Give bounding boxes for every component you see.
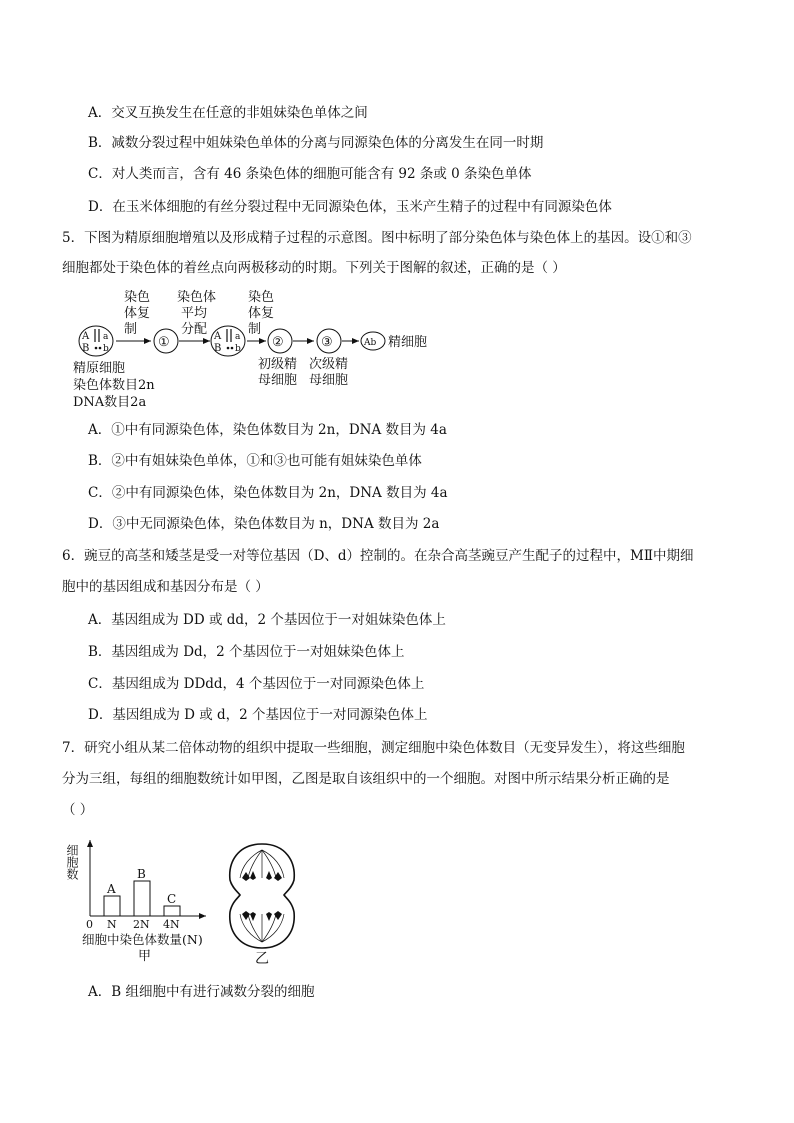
- q6-option-d: D．基因组成为 D 或 d，2 个基因位于一对同源染色体上: [88, 707, 428, 723]
- cell-count-bar-chart: [60, 832, 220, 967]
- q6-option-c: C．基因组成为 DDdd，4 个基因位于一对同源染色体上: [88, 676, 425, 692]
- spermatogonium-label-2: 染色体数目2n: [73, 378, 155, 393]
- primary-label-1: 初级精: [258, 357, 298, 372]
- step1-label-3: 制: [124, 322, 138, 337]
- step2-label-3: 分配: [181, 322, 208, 337]
- svg-text:Ab: Ab: [364, 338, 377, 348]
- spermatogonium-label-1: 精原细胞: [73, 361, 126, 376]
- sperm-label: 精细胞: [388, 335, 428, 350]
- step1-label-1: 染色: [124, 290, 151, 305]
- q4-option-b: B．减数分裂过程中姐妹染色单体的分离与同源染色体的分离发生在同一时期: [88, 135, 544, 151]
- q6-stem-line2: 胞中的基因组成和基因分布是（ ）: [62, 579, 269, 595]
- gene-b-lower: b: [103, 344, 109, 354]
- gene-a-upper: A: [82, 331, 90, 342]
- figure2-caption: 乙: [255, 951, 269, 967]
- q5-stem-line2: 细胞都处于染色体的着丝点向两极移动的时期。下列关于图解的叙述，正确的是（ ）: [62, 260, 566, 276]
- q6-option-b: B．基因组成为 Dd，2 个基因位于一对姐妹染色体上: [88, 644, 405, 660]
- chart-caption: 甲: [138, 949, 152, 964]
- x-tick-4N: 4N: [163, 918, 180, 931]
- spermatogenesis-diagram: [0, 285, 794, 415]
- q7-stem-line2: 分为三组，每组的细胞数统计如甲图，乙图是取自该组织中的一个细胞。对图中所示结果分析正确的是: [62, 771, 670, 787]
- svg-text:①: ①: [158, 335, 170, 350]
- step3-label-1: 染色: [248, 290, 275, 305]
- step2-label-1: 染色体: [177, 290, 217, 305]
- svg-text:A: A: [214, 331, 222, 342]
- q4-option-d: D．在玉米体细胞的有丝分裂过程中无同源染色体，玉米产生精子的过程中有同源染色体: [88, 199, 612, 215]
- dividing-cell-figure: [222, 840, 302, 965]
- q5-option-d: D．③中无同源染色体，染色体数目为 n，DNA 数目为 2a: [88, 516, 440, 532]
- bar-A: [104, 896, 120, 916]
- primary-label-2: 母细胞: [258, 373, 298, 388]
- step1-label-2: 体复: [124, 306, 151, 321]
- bar-label-B: B: [137, 867, 146, 881]
- secondary-label-1: 次级精: [309, 357, 349, 372]
- bar-B: [134, 881, 150, 916]
- svg-text:b: b: [235, 344, 241, 354]
- q7-stem-line3: （ ）: [62, 802, 94, 818]
- x-tick-N: N: [107, 918, 117, 931]
- q4-option-c: C．对人类而言，含有 46 条染色体的细胞可能含有 92 条或 0 条染色单体: [88, 166, 532, 182]
- bar-C: [164, 906, 180, 916]
- svg-text:③: ③: [321, 335, 333, 350]
- q5-option-a: A．①中有同源染色体，染色体数目为 2n，DNA 数目为 4a: [88, 422, 447, 438]
- gene-a-lower: a: [103, 332, 109, 342]
- x-axis-label: 细胞中染色体数量(N): [82, 932, 203, 947]
- q6-option-a: A．基因组成为 DD 或 dd，2 个基因位于一对姐妹染色体上: [88, 612, 446, 628]
- bar-label-C: C: [167, 892, 177, 906]
- svg-text:B: B: [214, 343, 222, 354]
- bar-label-A: A: [107, 882, 116, 896]
- spermatogonium-label-3: DNA数目2a: [73, 395, 147, 410]
- q7-stem-line1: 7．研究小组从某二倍体动物的组织中提取一些细胞，测定细胞中染色体数目（无变异发生），将这些细胞: [62, 740, 685, 756]
- q5-option-c: C．②中有同源染色体，染色体数目为 2n，DNA 数目为 4a: [88, 485, 448, 501]
- q5-stem-line1: 5．下图为精原细胞增殖以及形成精子过程的示意图。图中标明了部分染色体与染色体上的基因。设①和③: [62, 230, 692, 246]
- secondary-label-2: 母细胞: [309, 373, 349, 388]
- q7-option-a: A．B 组细胞中有进行减数分裂的细胞: [88, 984, 315, 1000]
- q4-option-a: A．交叉互换发生在任意的非姐妹染色单体之间: [88, 105, 368, 121]
- step2-label-2: 平均: [181, 306, 208, 321]
- svg-text:②: ②: [272, 335, 284, 350]
- step3-label-2: 体复: [248, 306, 275, 321]
- gene-b-upper: B: [82, 343, 90, 354]
- origin-label: 0: [86, 918, 93, 931]
- q5-option-b: B．②中有姐妹染色单体，①和③也可能有姐妹染色单体: [88, 453, 422, 469]
- q6-stem-line1: 6．豌豆的高茎和矮茎是受一对等位基因（D、d）控制的。在杂合高茎豌豆产生配子的过程中，MⅡ中期细: [62, 548, 694, 564]
- svg-text:a: a: [235, 332, 241, 342]
- step3-label-3: 制: [248, 322, 262, 337]
- x-tick-2N: 2N: [133, 918, 150, 931]
- y-axis-label: 细胞数: [65, 844, 79, 880]
